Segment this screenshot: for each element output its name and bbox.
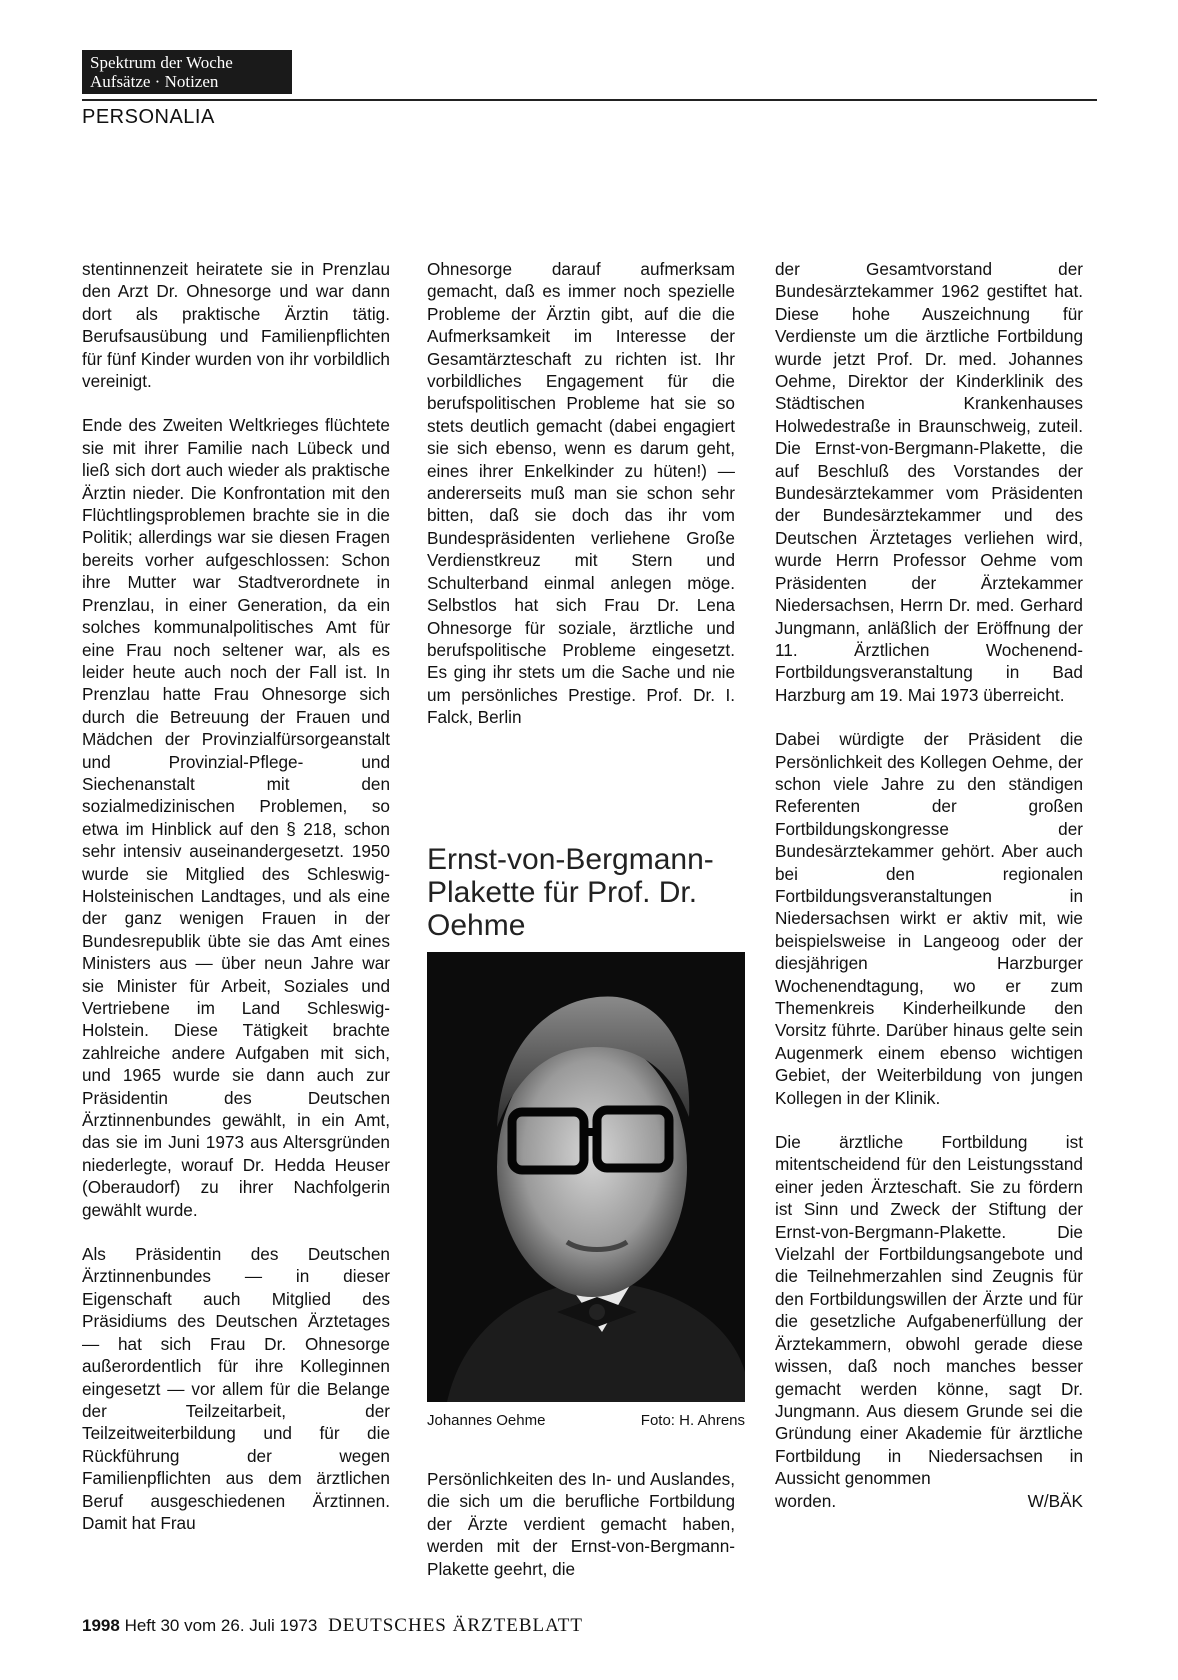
col3-paragraph-2: Dabei würdigte der Präsident die Persönlichkeit des Kollegen Oehme, der schon viele Jahre zu den ständigen Referenten der großen Fortbildungskongresse der Bundesärztekammer gehört. Aber auch bei den regionalen Fortbildungsveranstaltungen in Niedersachsen wirkt er aktiv mit, wie beispielsweise in Langeoog oder der diesjährigen Harzburger Wochenendtagung, wo er zum Themenkreis Kinderheilkunde den Vorsitz führte. Darüber hinaus gelte sein Augenmerk einem ebenso wichtigen Gebiet, der Weiterbildung von jungen Kollegen in der Klinik.: [775, 729, 1083, 1108]
header-rule: [82, 99, 1097, 101]
col3-paragraph-3: [775, 1131, 1083, 1512]
photo-caption: [427, 1412, 745, 1429]
caption-name: Johannes Oehme: [427, 1412, 546, 1429]
col2-paragraph-1-text: Ohnesorge darauf aufmerksam gemacht, daß es immer noch spezielle Probleme der Ärztin gibt, auf die die Aufmerksamkeit im Interesse der Gesamtärzteschaft zu richten ist. Ihr vorbildliches Engagement für die berufspolitischen Probleme hat sie so stets deutlich gemacht (dabei engagiert sie sich ebenso, wenn es darum geht, eines ihrer Enkelkinder zu hüten!) — andererseits muß man sie schon sehr bitten, daß sie doch das ihr vom Bundespräsidenten verliehene Große Verdienstkreuz mit Stern und Schulterband einmal anlegen möge. Selbstlos hat sich Frau Dr. Lena Ohnesorge für soziale, ärztliche und berufspolitische Probleme eingesetzt. Es ging ihr stets um die Sache und nie um persönliches Prestige.: [427, 259, 735, 705]
col2-paragraph-1: [427, 258, 735, 729]
section-title: PERSONALIA: [82, 106, 215, 128]
col3-paragraph-3-text: Die ärztliche Fortbildung ist mitentscheidend für den Leistungsstand einer jeden Ärzteschaft. Sie zu fördern ist Sinn und Zweck der Stiftung der Ernst-von-Bergmann-Plakette. Die Vielzahl der Fortbildungsangebote und die Teilnehmerzahlen sind Zeugnis für den Fortbildungswillen der Ärzte und für die gesetzliche Aufgabenerfüllung der Ärztekammern, obwohl gerade diese wissen, daß noch manches besser gemacht werden könne, sagt Dr. Jungmann. Aus diesem Grunde sei die Gründung einer Akademie für ärztliche Fortbildung in Niedersachsen in Aussicht genommen: [775, 1132, 1083, 1489]
col1-paragraph-3: Als Präsidentin des Deutschen Ärztinnenbundes — in dieser Eigenschaft auch Mitglied des Präsidiums des Deutschen Ärztetages — hat sich Frau Dr. Ohnesorge außerordentlich für ihre Kolleginnen eingesetzt — vor allem für die Belange der Teilzeitarbeit, der Teilzeitweiterbildung und für die Rückführung der wegen Familienpflichten aus dem ärztlichen Beruf ausgeschiedenen Ärztinnen. Damit hat Frau: [82, 1244, 390, 1533]
page-footer: [82, 1615, 583, 1637]
caption-credit: Foto: H. Ahrens: [640, 1412, 745, 1429]
section-label-line1: Spektrum der Woche: [90, 53, 233, 72]
column-2-lower: [427, 1468, 735, 1602]
col2-paragraph-2: Persönlichkeiten des In- und Auslandes, die sich um die berufliche Fortbildung der Ärzte verdient gemacht haben, werden mit der Ernst-von-Bergmann-Plakette geehrt, die: [427, 1469, 735, 1579]
col3-paragraph-3-end: worden.: [775, 1490, 837, 1511]
col3-signature: W/BÄK: [1027, 1490, 1083, 1511]
col3-closing-line: [775, 1490, 1083, 1512]
col1-paragraph-2: Ende des Zweiten Weltkrieges flüchtete sie mit ihrer Familie nach Lübeck und ließ sich dort auch wieder als praktische Ärztin nieder. Die Konfrontation mit den Flüchtlingsproblemen brachte sie in die Politik; allerdings war sie diesen Fragen bereits vorher aufgeschlossen: Schon ihre Mutter war Stadtverordnete in Prenzlau, in einer Generation, da ein solches kommunalpolitisches Amt für eine Frau noch seltener war, als es leider heute auch noch der Fall ist. In Prenzlau hatte Frau Ohnesorge sich durch die Betreuung der Frauen und Mädchen der Provinzialfürsorgeanstalt und Provinzial-Pflege- und Siechenanstalt mit den sozialmedizinischen Problemen, so etwa im Hinblick auf den § 218, schon sehr intensiv auseinandergesetzt. 1950 wurde sie Mitglied des Schleswig-Holsteinischen Landtages, und als eine der ganz wenigen Frauen in der Bundesrepublik übte sie das Amt eines Ministers aus — über neun Jahre war sie Minister für Arbeit, Soziales und Vertriebene im Land Schleswig-Holstein. Diese Tätigkeit brachte zahlreiche andere Aufgaben mit sich, und 1965 wurde sie dann auch zur Präsidentin des Deutschen Ärztinnenbundes gewählt, in ein Amt, das sie im Juni 1973 aus Altersgründen niederlegte, worauf Dr. Hedda Heuser (Oberaudorf) zu ihrer Nachfolgerin gewählt wurde.: [82, 415, 390, 1220]
portrait-photo: [427, 952, 745, 1402]
column-3: [775, 258, 1083, 1534]
col1-paragraph-1: stentinnenzeit heiratete sie in Prenzlau den Arzt Dr. Ohnesorge und war dann dort als praktische Ärztin tätig. Berufsausübung und Familienpflichten für fünf Kinder wurden von ihr vorbildlich vereinigt.: [82, 259, 390, 392]
page-number: 1998: [82, 1616, 120, 1635]
column-2: [427, 258, 735, 751]
column-1: [82, 258, 390, 1556]
col3-paragraph-1: der Gesamtvorstand der Bundesärztekammer 1962 gestiftet hat. Diese hohe Auszeichnung für Verdienste um die ärztliche Fortbildung wurde jetzt Prof. Dr. med. Johannes Oehme, Direktor der Kinderklinik des Städtischen Krankenhauses Holwedestraße in Braunschweig, zuteil. Die Ernst-von-Bergmann-Plakette, die auf Beschluß des Vorstandes der Bundesärztekammer vom Präsidenten der Bundesärztekammer und des Deutschen Ärztetages verliehen wird, wurde Herrn Professor Oehme vom Präsidenten der Ärztekammer Niedersachsen, Herrn Dr. med. Gerhard Jungmann, anläßlich der Eröffnung der 11. Ärztlichen Wochenend-Fortbildungsveranstaltung in Bad Harzburg am 19. Mai 1973 überreicht.: [775, 259, 1083, 705]
portrait-illustration: [427, 952, 745, 1402]
section-label-box: [82, 50, 292, 94]
col2-signature: Prof. Dr. I. Falck, Berlin: [427, 684, 736, 728]
article-headline: Ernst-von-Bergmann-Plakette für Prof. Dr. Oehme: [427, 842, 714, 942]
issue-info: Heft 30 vom 26. Juli 1973: [124, 1616, 318, 1635]
section-label-line2: Aufsätze · Notizen: [90, 72, 219, 91]
magazine-name: DEUTSCHES ÄRZTEBLATT: [328, 1615, 583, 1636]
